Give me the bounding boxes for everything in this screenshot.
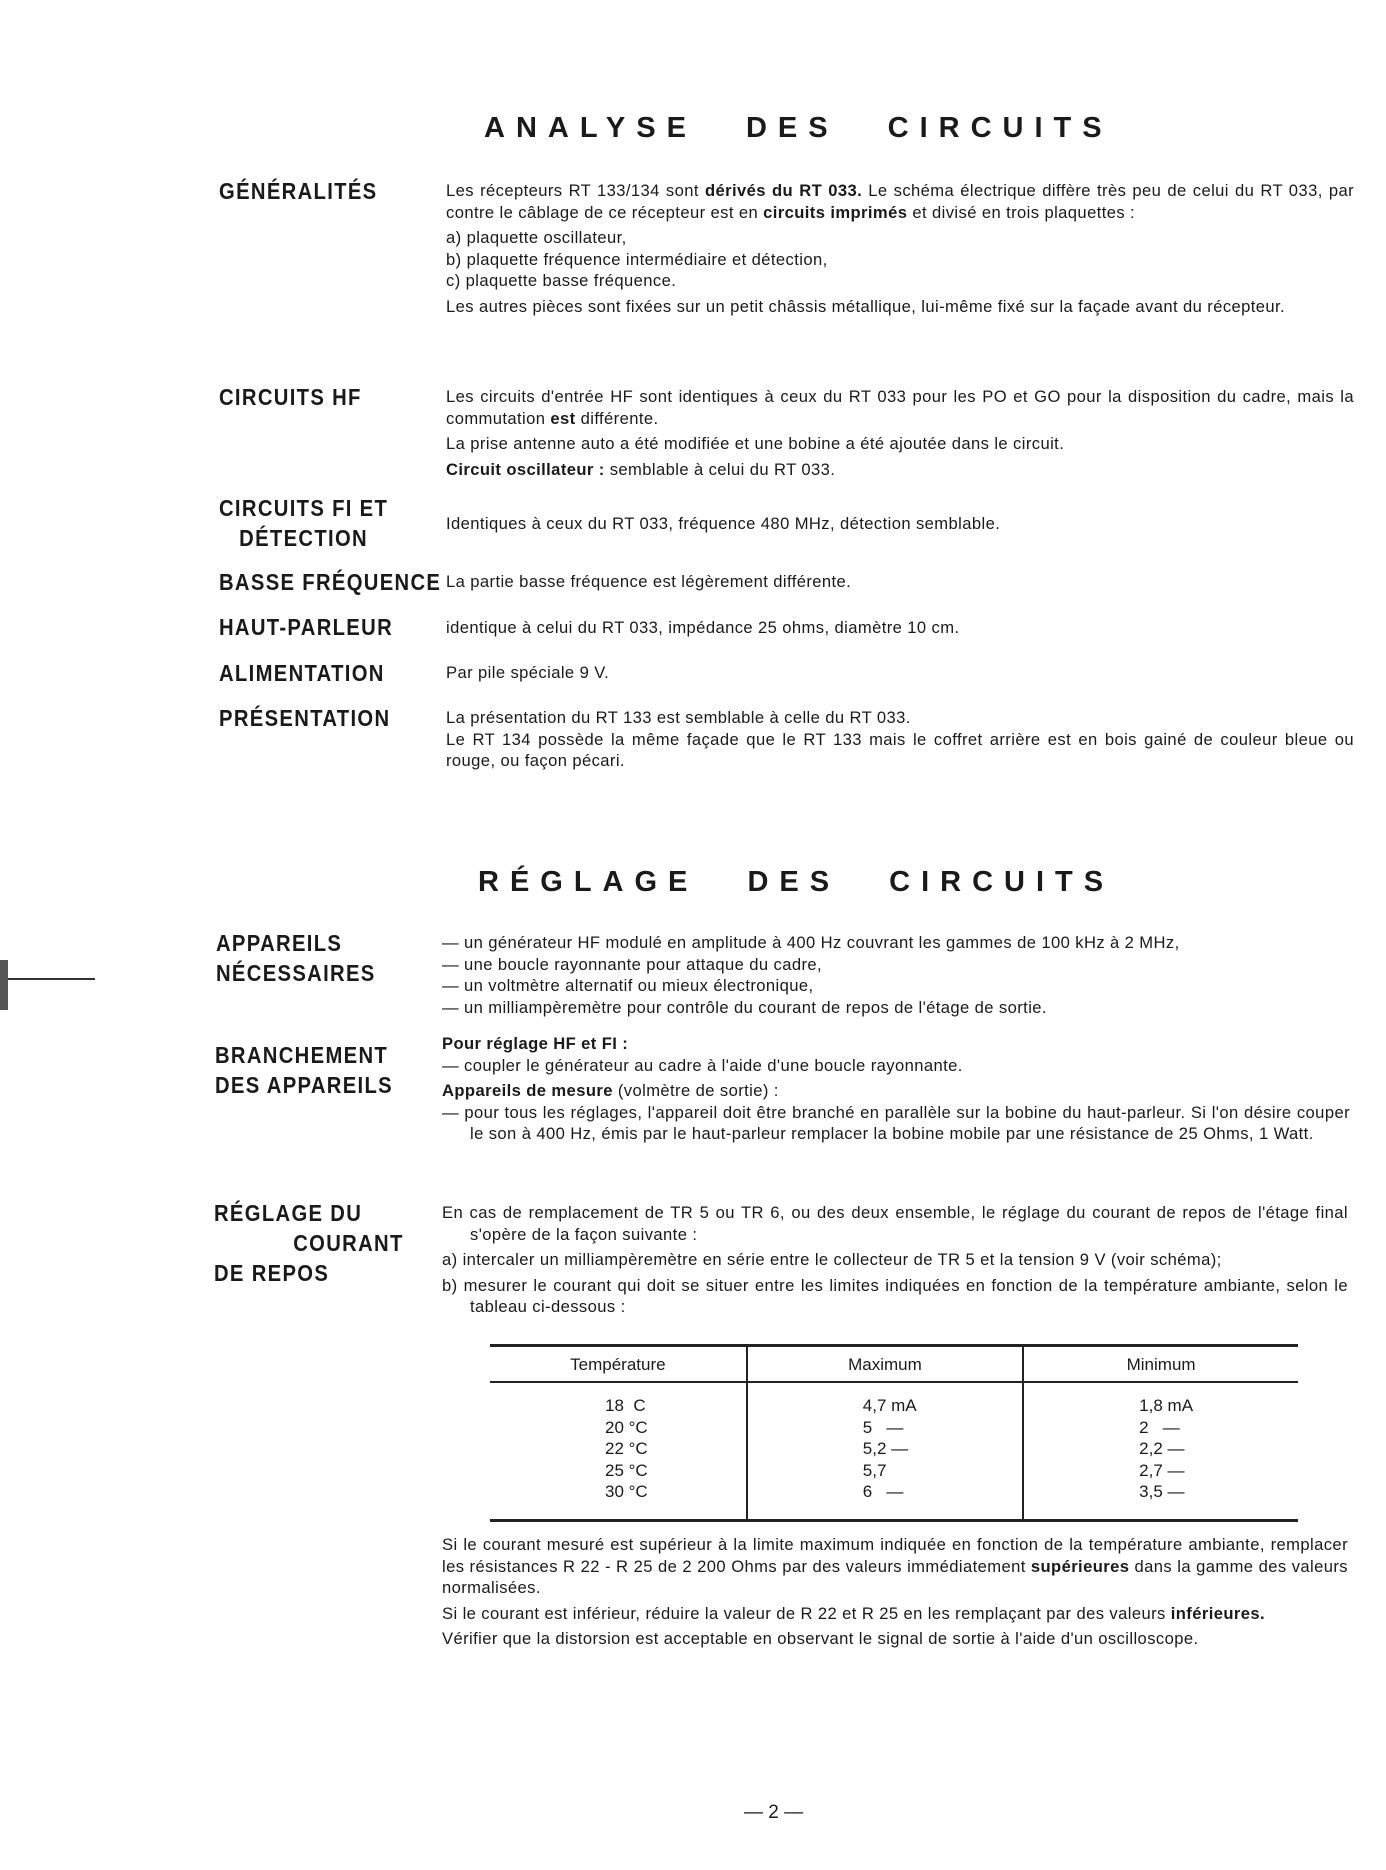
- text: Vérifier que la distorsion est acceptable en observant le signal de sortie à l'aide d'un oscilloscope.: [442, 1629, 1199, 1648]
- heading-line: DES APPAREILS: [215, 1072, 393, 1098]
- heading-branchement: [215, 1040, 393, 1100]
- body-basse-frequence: [446, 571, 1354, 597]
- paragraph: [446, 180, 1354, 223]
- heading-line: ALIMENTATION: [219, 660, 385, 686]
- text: b) mesurer le courant qui doit se situer entre les limites indiquées en fonction de la température ambiante, selon le tableau ci-dessous :: [442, 1275, 1348, 1316]
- paragraph: [446, 249, 1354, 271]
- paragraph: [446, 386, 1354, 429]
- bold-text: est: [550, 408, 576, 428]
- current-table: [490, 1344, 1298, 1522]
- heading-generalites: [219, 176, 377, 206]
- text: — un générateur HF modulé en amplitude à 400 Hz couvrant les gammes de 100 kHz à 2 MHz,: [442, 933, 1180, 952]
- heading-line: DE REPOS: [214, 1260, 330, 1286]
- heading-haut-parleur: [219, 612, 393, 642]
- section-title-analyse: ANALYSE DES CIRCUITS: [484, 112, 1113, 144]
- paragraph: [442, 997, 1350, 1019]
- temperature-cell: 25 °C: [605, 1460, 648, 1480]
- heading-circuits-fi: [219, 493, 388, 553]
- heading-line: CIRCUITS HF: [219, 384, 362, 410]
- maximum-cell: 5 —: [747, 1417, 1023, 1439]
- heading-line: GÉNÉRALITÉS: [219, 178, 378, 204]
- text: Les récepteurs RT 133/134 sont: [446, 181, 705, 200]
- text: La prise antenne auto a été modifiée et une bobine a été ajoutée dans le circuit.: [446, 434, 1065, 453]
- maximum-cell: 5,2 —: [747, 1438, 1023, 1460]
- paragraph: [442, 1033, 1350, 1055]
- paragraph: [446, 433, 1354, 455]
- body-reglage-courant: [442, 1202, 1348, 1322]
- section-title-reglage: RÉGLAGE DES CIRCUITS: [478, 866, 1115, 898]
- table-row: [490, 1382, 1298, 1417]
- text: identique à celui du RT 033, impédance 25 ohms, diamètre 10 cm.: [446, 618, 960, 637]
- maximum-cell: 5,7: [747, 1460, 1023, 1482]
- paragraph: [442, 1603, 1348, 1625]
- maximum-cell: 4,7 mA: [747, 1382, 1023, 1417]
- bold-text: dérivés du RT 033.: [704, 181, 863, 200]
- heading-line: APPAREILS: [216, 930, 343, 956]
- text: En cas de remplacement de TR 5 ou TR 6, ou des deux ensemble, le réglage du courant de repos de l'étage final s'opère de la façon suivante :: [442, 1203, 1348, 1244]
- paragraph: [446, 617, 1354, 639]
- paragraph: [442, 1534, 1348, 1599]
- paragraph: [442, 1080, 1350, 1102]
- paragraph: [442, 1275, 1348, 1318]
- text: différente.: [575, 408, 659, 428]
- text: — un milliampèremètre pour contrôle du courant de repos de l'étage de sortie.: [442, 997, 1047, 1017]
- heading-line: HAUT-PARLEUR: [219, 614, 394, 640]
- paragraph: [442, 975, 1350, 997]
- heading-presentation: [219, 703, 390, 733]
- text: — une boucle rayonnante pour attaque du cadre,: [442, 954, 823, 974]
- paragraph: [446, 513, 1354, 535]
- col-temperature: Température: [490, 1346, 747, 1383]
- body-presentation: [446, 707, 1354, 776]
- table-row: [490, 1417, 1298, 1439]
- body-branchement: [442, 1033, 1350, 1149]
- heading-line: BASSE FRÉQUENCE: [219, 569, 442, 595]
- text: b) plaquette fréquence intermédiaire et détection,: [446, 249, 828, 269]
- temperature-cell: 20 °C: [605, 1417, 648, 1437]
- text: c) plaquette basse fréquence.: [446, 271, 677, 290]
- minimum-cell: 2,7 —: [1023, 1460, 1298, 1482]
- bold-text: circuits imprimés: [763, 202, 908, 222]
- text: dans la gamme des valeurs normalisées.: [442, 1556, 1348, 1597]
- body-circuits-fi: [446, 513, 1354, 539]
- paragraph: [442, 1249, 1348, 1271]
- text: et divisé en trois plaquettes :: [907, 202, 1136, 222]
- text: Le RT 134 possède la même façade que le RT 133 mais le coffret arrière est en bois gainé de couleur bleue ou rouge, ou façon pécari.: [446, 729, 1354, 770]
- table-header-row: [490, 1346, 1298, 1383]
- body-alimentation: [446, 662, 1354, 688]
- temperature-cell: 22 °C: [605, 1439, 648, 1458]
- scan-edge-mark: [0, 978, 95, 980]
- bold-text: Circuit oscillateur :: [446, 459, 605, 479]
- text: La présentation du RT 133 est semblable à celle du RT 033.: [446, 708, 911, 727]
- paragraph: [442, 1628, 1348, 1650]
- paragraph: [446, 270, 1354, 292]
- heading-appareils: [216, 928, 376, 988]
- text: a) intercaler un milliampèremètre en série entre le collecteur de TR 5 et la tension 9 V (voir schéma);: [442, 1250, 1222, 1269]
- heading-line: CIRCUITS FI ET: [219, 495, 389, 521]
- scan-edge-mark: [0, 960, 8, 1010]
- heading-reglage-courant: [214, 1198, 404, 1288]
- temperature-cell: 30 °C: [605, 1482, 648, 1501]
- paragraph: [446, 459, 1354, 481]
- paragraph: [442, 1102, 1350, 1145]
- text: Si le courant mesuré est supérieur à la limite maximum indiquée en fonction de la température ambiante, remplacer les résistances R 22 - R 25 de 2 200 Ohms par des valeurs immédiatement: [442, 1535, 1348, 1576]
- maximum-cell: 6 —: [747, 1481, 1023, 1520]
- text: a) plaquette oscillateur,: [446, 228, 627, 247]
- text: Les circuits d'entrée HF sont identiques à ceux du RT 033 pour les PO et GO pour la disposition du cadre, mais la commutation: [446, 387, 1354, 428]
- text: semblable à celui du RT 033.: [604, 459, 836, 479]
- paragraph: [446, 729, 1354, 772]
- text: (volmètre de sortie) :: [612, 1081, 779, 1100]
- text: Identiques à ceux du RT 033, fréquence 480 MHz, détection semblable.: [446, 514, 1001, 533]
- paragraph: [446, 227, 1354, 249]
- table-row: [490, 1460, 1298, 1482]
- body-circuits-hf: [446, 386, 1354, 484]
- col-maximum: Maximum: [747, 1346, 1023, 1383]
- paragraph: [446, 296, 1354, 318]
- paragraph: [446, 707, 1354, 729]
- paragraph: [446, 662, 1354, 684]
- text: Si le courant est inférieur, réduire la valeur de R 22 et R 25 en les remplaçant par des valeurs: [442, 1603, 1171, 1623]
- text: — un voltmètre alternatif ou mieux électronique,: [442, 976, 814, 995]
- paragraph: [442, 1055, 1350, 1077]
- heading-line: COURANT: [293, 1230, 404, 1256]
- paragraph: [442, 1202, 1348, 1245]
- minimum-cell: 2 —: [1023, 1417, 1298, 1439]
- text: Le schéma électrique diffère très peu de celui du RT 033, par contre le câblage de ce récepteur est en: [446, 181, 1354, 222]
- minimum-cell: 2,2 —: [1023, 1438, 1298, 1460]
- body-appareils: [442, 932, 1350, 1018]
- paragraph: [442, 932, 1350, 954]
- body-haut-parleur: [446, 617, 1354, 643]
- table-row: [490, 1438, 1298, 1460]
- text: La partie basse fréquence est légèrement différente.: [446, 572, 852, 591]
- text: — coupler le générateur au cadre à l'aide d'une boucle rayonnante.: [442, 1055, 963, 1075]
- body-generalites: [446, 180, 1354, 321]
- bold-text: supérieures: [1030, 1556, 1130, 1576]
- bold-text: Appareils de mesure: [442, 1081, 613, 1100]
- paragraph: [442, 954, 1350, 976]
- heading-basse-frequence: [219, 567, 441, 597]
- text: Les autres pièces sont fixées sur un petit châssis métallique, lui-même fixé sur la façade avant du récepteur.: [446, 296, 1286, 316]
- heading-circuits-hf: [219, 382, 362, 412]
- heading-line: DÉTECTION: [239, 525, 368, 551]
- text: Par pile spéciale 9 V.: [446, 663, 610, 682]
- heading-line: BRANCHEMENT: [215, 1042, 389, 1068]
- bold-text: inférieures.: [1170, 1603, 1265, 1623]
- minimum-cell: 3,5 —: [1023, 1481, 1298, 1520]
- body-conclusion: [442, 1534, 1348, 1654]
- temperature-cell: 18 C: [605, 1396, 646, 1415]
- text: — pour tous les réglages, l'appareil doit être branché en parallèle sur la bobine du haut-parleur. Si l'on désire couper le son à 400 Hz, émis par le haut-parleur remplacer la bobine mobile par une résistance de 25 Ohms, 1 Watt.: [442, 1102, 1350, 1143]
- heading-line: PRÉSENTATION: [219, 705, 391, 731]
- minimum-cell: 1,8 mA: [1023, 1382, 1298, 1417]
- heading-line: NÉCESSAIRES: [216, 960, 376, 986]
- page-number: — 2 —: [744, 1802, 804, 1823]
- paragraph: [446, 571, 1354, 593]
- heading-line: RÉGLAGE DU: [214, 1200, 363, 1226]
- table-row: [490, 1481, 1298, 1520]
- bold-text: Pour réglage HF et FI :: [442, 1034, 629, 1053]
- heading-alimentation: [219, 658, 385, 688]
- col-minimum: Minimum: [1023, 1346, 1298, 1383]
